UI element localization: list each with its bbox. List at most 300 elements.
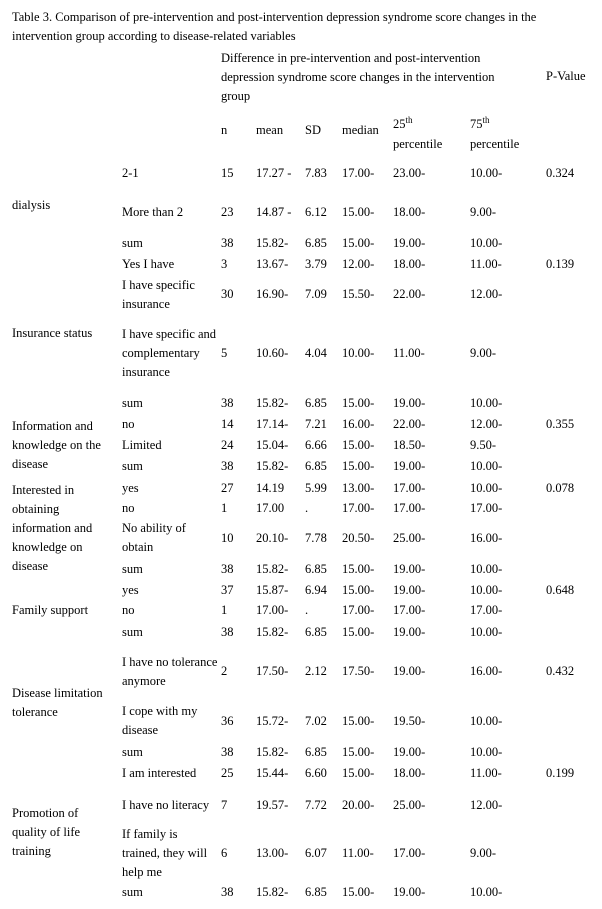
p75-superscript: th bbox=[482, 115, 490, 125]
mean-value-cell bbox=[256, 233, 300, 253]
mean-value-cell bbox=[256, 824, 300, 883]
p25-value: 17.00- bbox=[393, 603, 426, 617]
category-label-cell bbox=[122, 763, 218, 783]
category-label: no bbox=[122, 603, 135, 617]
sd-value: 3.79 bbox=[305, 257, 327, 271]
mean-value-cell bbox=[256, 315, 300, 392]
n-value-cell bbox=[221, 499, 251, 518]
n-value-cell bbox=[221, 702, 251, 740]
p-value: 0.648 bbox=[546, 583, 575, 597]
mean-value: 15.82- bbox=[256, 236, 289, 250]
mean-value-cell bbox=[256, 601, 300, 620]
p25-value: 19.00- bbox=[393, 664, 426, 678]
p75-value: 11.00- bbox=[470, 766, 502, 780]
p25-value-cell bbox=[393, 742, 465, 762]
n-value: 23 bbox=[221, 205, 234, 219]
col-header-p75 bbox=[470, 110, 519, 154]
p25-value-cell bbox=[393, 233, 465, 253]
p25-value-cell bbox=[393, 414, 465, 434]
median-value: 15.00- bbox=[342, 562, 375, 576]
median-value: 15.00- bbox=[342, 745, 375, 759]
mean-value: 15.44- bbox=[256, 766, 289, 780]
p-value-cell bbox=[546, 763, 596, 783]
n-value-cell bbox=[221, 315, 251, 392]
category-label-cell bbox=[122, 158, 218, 188]
p75-value: 9.00- bbox=[470, 205, 497, 219]
median-value-cell bbox=[342, 233, 390, 253]
p75-value: 12.00- bbox=[470, 287, 503, 301]
median-value: 17.00- bbox=[342, 501, 375, 515]
p25-value-cell bbox=[393, 518, 465, 558]
sd-value: 5.99 bbox=[305, 481, 327, 495]
variable-label: dialysis bbox=[12, 198, 51, 212]
mean-value: 17.14- bbox=[256, 417, 289, 431]
p25-value: 19.00- bbox=[393, 459, 426, 473]
p75-value: 11.00- bbox=[470, 257, 502, 271]
n-value: 38 bbox=[221, 885, 234, 899]
p25-value-cell bbox=[393, 601, 465, 620]
n-value-cell bbox=[221, 786, 251, 824]
p25-value: 25.00- bbox=[393, 531, 426, 545]
sd-value-cell bbox=[305, 158, 339, 188]
n-value-cell bbox=[221, 763, 251, 783]
median-value-cell bbox=[342, 254, 390, 274]
sd-value: 4.04 bbox=[305, 346, 327, 360]
sd-value: 6.12 bbox=[305, 205, 327, 219]
n-value: 38 bbox=[221, 459, 234, 473]
p25-value: 19.00- bbox=[393, 745, 426, 759]
category-label-cell bbox=[122, 559, 218, 579]
col-header-n: n bbox=[221, 123, 228, 137]
sd-value: 6.85 bbox=[305, 625, 327, 639]
p75-value-cell bbox=[470, 622, 542, 642]
p75-value: 10.00- bbox=[470, 236, 503, 250]
category-label-cell bbox=[122, 393, 218, 413]
p25-value: 19.00- bbox=[393, 885, 426, 899]
median-value: 15.00- bbox=[342, 714, 375, 728]
p25-value-cell bbox=[393, 824, 465, 883]
p75-value: 10.00- bbox=[470, 583, 503, 597]
sd-value-cell bbox=[305, 643, 339, 700]
mean-value-cell bbox=[256, 197, 300, 227]
sd-value-cell bbox=[305, 499, 339, 518]
n-value: 2 bbox=[221, 664, 228, 678]
n-value-cell bbox=[221, 601, 251, 620]
p25-value: 17.00- bbox=[393, 501, 426, 515]
p25-value-cell bbox=[393, 456, 465, 476]
p75-value-cell bbox=[470, 824, 542, 883]
variable-label-cell bbox=[12, 673, 112, 733]
mean-value-cell bbox=[256, 622, 300, 642]
category-label-cell bbox=[122, 824, 218, 883]
sd-value-cell bbox=[305, 702, 339, 740]
category-label-cell bbox=[122, 456, 218, 476]
n-value: 38 bbox=[221, 236, 234, 250]
mean-value: 17.00- bbox=[256, 603, 289, 617]
p75-value: 16.00- bbox=[470, 531, 503, 545]
category-label: no bbox=[122, 501, 135, 515]
category-label-cell bbox=[122, 197, 218, 227]
n-value: 14 bbox=[221, 417, 234, 431]
category-label-cell bbox=[122, 702, 218, 740]
mean-value: 17.00 bbox=[256, 501, 285, 515]
mean-value: 15.82- bbox=[256, 885, 289, 899]
n-value: 38 bbox=[221, 562, 234, 576]
p25-value-cell bbox=[393, 580, 465, 601]
n-value: 1 bbox=[221, 501, 228, 515]
p75-value-cell bbox=[470, 197, 542, 227]
median-value-cell bbox=[342, 315, 390, 392]
sd-value-cell bbox=[305, 393, 339, 413]
mean-value: 15.82- bbox=[256, 625, 289, 639]
p25-number: 25 bbox=[393, 117, 406, 132]
median-value-cell bbox=[342, 742, 390, 762]
n-value-cell bbox=[221, 233, 251, 253]
p75-value-cell bbox=[470, 580, 542, 601]
category-label: Limited bbox=[122, 438, 162, 452]
category-label-cell bbox=[122, 580, 218, 601]
category-label-cell bbox=[122, 315, 218, 392]
sd-value-cell bbox=[305, 742, 339, 762]
p25-value-cell bbox=[393, 763, 465, 783]
p25-value: 25.00- bbox=[393, 798, 426, 812]
mean-value-cell bbox=[256, 702, 300, 740]
mean-value: 15.04- bbox=[256, 438, 289, 452]
sd-value: 7.78 bbox=[305, 531, 327, 545]
p25-superscript: th bbox=[405, 115, 413, 125]
n-value: 38 bbox=[221, 745, 234, 759]
mean-value-cell bbox=[256, 414, 300, 434]
p25-value: 22.00- bbox=[393, 287, 426, 301]
median-value: 15.00- bbox=[342, 205, 375, 219]
mean-value-cell bbox=[256, 742, 300, 762]
mean-value-cell bbox=[256, 786, 300, 824]
p75-value: 16.00- bbox=[470, 664, 503, 678]
p75-value-cell bbox=[470, 477, 542, 499]
p75-value: 12.00- bbox=[470, 798, 503, 812]
n-value-cell bbox=[221, 643, 251, 700]
mean-value-cell bbox=[256, 254, 300, 274]
mean-value-cell bbox=[256, 580, 300, 601]
p25-value: 19.00- bbox=[393, 562, 426, 576]
median-value: 15.00- bbox=[342, 396, 375, 410]
median-value: 17.00- bbox=[342, 166, 375, 180]
sd-value-cell bbox=[305, 622, 339, 642]
median-value-cell bbox=[342, 580, 390, 601]
category-label: If family is trained, they will help me bbox=[122, 827, 208, 879]
p25-value-cell bbox=[393, 254, 465, 274]
n-value: 36 bbox=[221, 714, 234, 728]
p75-value: 10.00- bbox=[470, 745, 503, 759]
p75-value: 10.00- bbox=[470, 166, 503, 180]
p75-value-cell bbox=[470, 786, 542, 824]
median-value-cell bbox=[342, 499, 390, 518]
median-value: 12.00- bbox=[342, 257, 375, 271]
n-value: 1 bbox=[221, 603, 228, 617]
p25-value: 18.50- bbox=[393, 438, 426, 452]
col-header-sd: SD bbox=[305, 123, 321, 137]
category-label: sum bbox=[122, 745, 143, 759]
p25-value: 18.00- bbox=[393, 205, 426, 219]
p75-value: 12.00- bbox=[470, 417, 503, 431]
p75-value-cell bbox=[470, 414, 542, 434]
mean-value: 15.82- bbox=[256, 459, 289, 473]
p-value-cell bbox=[546, 414, 596, 434]
category-label: No ability of obtain bbox=[122, 521, 186, 554]
p25-value-cell bbox=[393, 786, 465, 824]
p25-value-cell bbox=[393, 559, 465, 579]
p75-value-cell bbox=[470, 601, 542, 620]
p-value: 0.355 bbox=[546, 417, 575, 431]
n-value: 6 bbox=[221, 846, 228, 860]
p-value: 0.139 bbox=[546, 257, 575, 271]
category-label: sum bbox=[122, 459, 143, 473]
category-label-cell bbox=[122, 434, 218, 456]
p-value: 0.324 bbox=[546, 166, 575, 180]
median-value-cell bbox=[342, 763, 390, 783]
category-label: sum bbox=[122, 236, 143, 250]
n-value-cell bbox=[221, 197, 251, 227]
n-value-cell bbox=[221, 275, 251, 314]
category-label-cell bbox=[122, 643, 218, 700]
sd-value-cell bbox=[305, 763, 339, 783]
median-value: 10.00- bbox=[342, 346, 375, 360]
category-label: sum bbox=[122, 885, 143, 899]
category-label-cell bbox=[122, 786, 218, 824]
p75-value-cell bbox=[470, 393, 542, 413]
category-label: I cope with my disease bbox=[122, 704, 198, 737]
mean-value-cell bbox=[256, 434, 300, 456]
median-value-cell bbox=[342, 275, 390, 314]
n-value: 10 bbox=[221, 531, 234, 545]
sd-value: . bbox=[305, 603, 309, 617]
p25-value-cell bbox=[393, 197, 465, 227]
mean-value: 19.57- bbox=[256, 798, 289, 812]
sd-value-cell bbox=[305, 559, 339, 579]
n-value: 27 bbox=[221, 481, 234, 495]
p25-value-cell bbox=[393, 393, 465, 413]
median-value: 15.00- bbox=[342, 459, 375, 473]
sd-value: 6.94 bbox=[305, 583, 327, 597]
median-value-cell bbox=[342, 456, 390, 476]
sd-value-cell bbox=[305, 824, 339, 883]
n-value: 38 bbox=[221, 396, 234, 410]
category-label: Yes I have bbox=[122, 257, 175, 271]
p25-value-cell bbox=[393, 315, 465, 392]
p25-value: 17.00- bbox=[393, 846, 426, 860]
sd-value: 7.21 bbox=[305, 417, 327, 431]
median-value-cell bbox=[342, 518, 390, 558]
category-label-cell bbox=[122, 499, 218, 518]
p25-value: 19.00- bbox=[393, 583, 426, 597]
mean-value-cell bbox=[256, 763, 300, 783]
n-value-cell bbox=[221, 883, 251, 902]
n-value: 30 bbox=[221, 287, 234, 301]
p75-value-cell bbox=[470, 742, 542, 762]
mean-value-cell bbox=[256, 477, 300, 499]
mean-value: 17.27 - bbox=[256, 166, 292, 180]
sd-value: 7.02 bbox=[305, 714, 327, 728]
mean-value: 13.67- bbox=[256, 257, 289, 271]
p75-value: 9.00- bbox=[470, 846, 497, 860]
variable-label: Interested in obtaining information and knowledge on disease bbox=[12, 483, 93, 573]
p-value-cell bbox=[546, 477, 596, 499]
p25-value-cell bbox=[393, 499, 465, 518]
sd-value-cell bbox=[305, 477, 339, 499]
n-value-cell bbox=[221, 393, 251, 413]
variable-label: Information and knowledge on the disease bbox=[12, 419, 101, 471]
p75-value-cell bbox=[470, 763, 542, 783]
category-label-cell bbox=[122, 275, 218, 314]
p25-value: 19.00- bbox=[393, 236, 426, 250]
sd-value: 6.85 bbox=[305, 745, 327, 759]
n-value-cell bbox=[221, 622, 251, 642]
median-value: 15.00- bbox=[342, 885, 375, 899]
category-label-cell bbox=[122, 742, 218, 762]
n-value-cell bbox=[221, 580, 251, 601]
n-value-cell bbox=[221, 477, 251, 499]
median-value-cell bbox=[342, 434, 390, 456]
p75-value: 9.00- bbox=[470, 346, 497, 360]
mean-value-cell bbox=[256, 643, 300, 700]
col-header-mean: mean bbox=[256, 123, 284, 137]
median-value-cell bbox=[342, 883, 390, 902]
sd-value: 7.83 bbox=[305, 166, 327, 180]
mean-value-cell bbox=[256, 158, 300, 188]
sd-value-cell bbox=[305, 275, 339, 314]
category-label-cell bbox=[122, 233, 218, 253]
n-value-cell bbox=[221, 824, 251, 883]
sd-value: 6.85 bbox=[305, 396, 327, 410]
median-value-cell bbox=[342, 559, 390, 579]
median-value-cell bbox=[342, 393, 390, 413]
median-value: 13.00- bbox=[342, 481, 375, 495]
mean-value: 13.00- bbox=[256, 846, 289, 860]
sd-value-cell bbox=[305, 414, 339, 434]
p75-value: 10.00- bbox=[470, 625, 503, 639]
p25-value: 23.00- bbox=[393, 166, 426, 180]
mean-value: 17.50- bbox=[256, 664, 289, 678]
p25-value-cell bbox=[393, 643, 465, 700]
mean-value: 10.60- bbox=[256, 346, 289, 360]
n-value-cell bbox=[221, 559, 251, 579]
mean-value-cell bbox=[256, 499, 300, 518]
sd-value: 6.60 bbox=[305, 766, 327, 780]
p25-value: 17.00- bbox=[393, 481, 426, 495]
variable-label-cell bbox=[12, 601, 112, 620]
n-value: 24 bbox=[221, 438, 234, 452]
sd-value-cell bbox=[305, 197, 339, 227]
p-value: 0.432 bbox=[546, 664, 575, 678]
p75-value: 10.00- bbox=[470, 396, 503, 410]
category-label-cell bbox=[122, 883, 218, 902]
median-value-cell bbox=[342, 158, 390, 188]
category-label: I have no literacy bbox=[122, 798, 210, 812]
p75-number: 75 bbox=[470, 117, 483, 132]
p75-value-cell bbox=[470, 499, 542, 518]
pvalue-header: P-Value bbox=[546, 69, 586, 83]
category-label-cell bbox=[122, 477, 218, 499]
p75-value-cell bbox=[470, 702, 542, 740]
n-value-cell bbox=[221, 742, 251, 762]
p75-label: percentile bbox=[470, 137, 520, 152]
median-value: 16.00- bbox=[342, 417, 375, 431]
n-value-cell bbox=[221, 434, 251, 456]
sd-value: 7.09 bbox=[305, 287, 327, 301]
median-value-cell bbox=[342, 622, 390, 642]
category-label: no bbox=[122, 417, 135, 431]
n-value-cell bbox=[221, 456, 251, 476]
category-label: I have no tolerance anymore bbox=[122, 655, 218, 688]
median-value: 15.00- bbox=[342, 766, 375, 780]
p25-value-cell bbox=[393, 622, 465, 642]
table-caption: Table 3. Comparison of pre-intervention and post-intervention depression syndrome score changes in the intervention group according to disease-related variables bbox=[12, 10, 537, 43]
category-label-cell bbox=[122, 622, 218, 642]
p75-value-cell bbox=[470, 434, 542, 456]
mean-value: 16.90- bbox=[256, 287, 289, 301]
median-value-cell bbox=[342, 414, 390, 434]
median-value: 20.50- bbox=[342, 531, 375, 545]
mean-value-cell bbox=[256, 559, 300, 579]
mean-value: 14.19 bbox=[256, 481, 285, 495]
category-label-cell bbox=[122, 601, 218, 620]
variable-label: Disease limitation tolerance bbox=[12, 686, 103, 719]
variable-label-cell bbox=[12, 190, 112, 220]
median-value: 11.00- bbox=[342, 846, 374, 860]
mean-value-cell bbox=[256, 393, 300, 413]
p-value-cell bbox=[546, 158, 596, 188]
n-value: 3 bbox=[221, 257, 228, 271]
mean-value-cell bbox=[256, 456, 300, 476]
p25-value: 19.00- bbox=[393, 625, 426, 639]
n-value: 37 bbox=[221, 583, 234, 597]
p-value: 0.199 bbox=[546, 766, 575, 780]
n-value: 38 bbox=[221, 625, 234, 639]
sd-value: 6.66 bbox=[305, 438, 327, 452]
sd-value-cell bbox=[305, 601, 339, 620]
median-value: 15.50- bbox=[342, 287, 375, 301]
sd-value-cell bbox=[305, 456, 339, 476]
sd-value-cell bbox=[305, 518, 339, 558]
sd-value: 6.07 bbox=[305, 846, 327, 860]
variable-label: Family support bbox=[12, 603, 89, 617]
sd-value-cell bbox=[305, 254, 339, 274]
median-value-cell bbox=[342, 824, 390, 883]
n-value: 25 bbox=[221, 766, 234, 780]
sd-value-cell bbox=[305, 580, 339, 601]
median-value-cell bbox=[342, 786, 390, 824]
category-label: yes bbox=[122, 481, 139, 495]
n-value-cell bbox=[221, 254, 251, 274]
sd-value: 2.12 bbox=[305, 664, 327, 678]
p-value-cell bbox=[546, 580, 596, 601]
category-label-cell bbox=[122, 414, 218, 434]
category-label-cell bbox=[122, 254, 218, 274]
median-value: 17.00- bbox=[342, 603, 375, 617]
p25-label: percentile bbox=[393, 137, 443, 152]
p75-value-cell bbox=[470, 559, 542, 579]
p75-value: 10.00- bbox=[470, 885, 503, 899]
category-label: More than 2 bbox=[122, 205, 184, 219]
p75-value-cell bbox=[470, 518, 542, 558]
p75-value: 10.00- bbox=[470, 714, 503, 728]
variable-label-cell bbox=[12, 417, 112, 474]
p25-value: 18.00- bbox=[393, 257, 426, 271]
variable-label: Insurance status bbox=[12, 326, 93, 340]
p75-value-cell bbox=[470, 275, 542, 314]
p-value: 0.078 bbox=[546, 481, 575, 495]
p25-value-cell bbox=[393, 275, 465, 314]
